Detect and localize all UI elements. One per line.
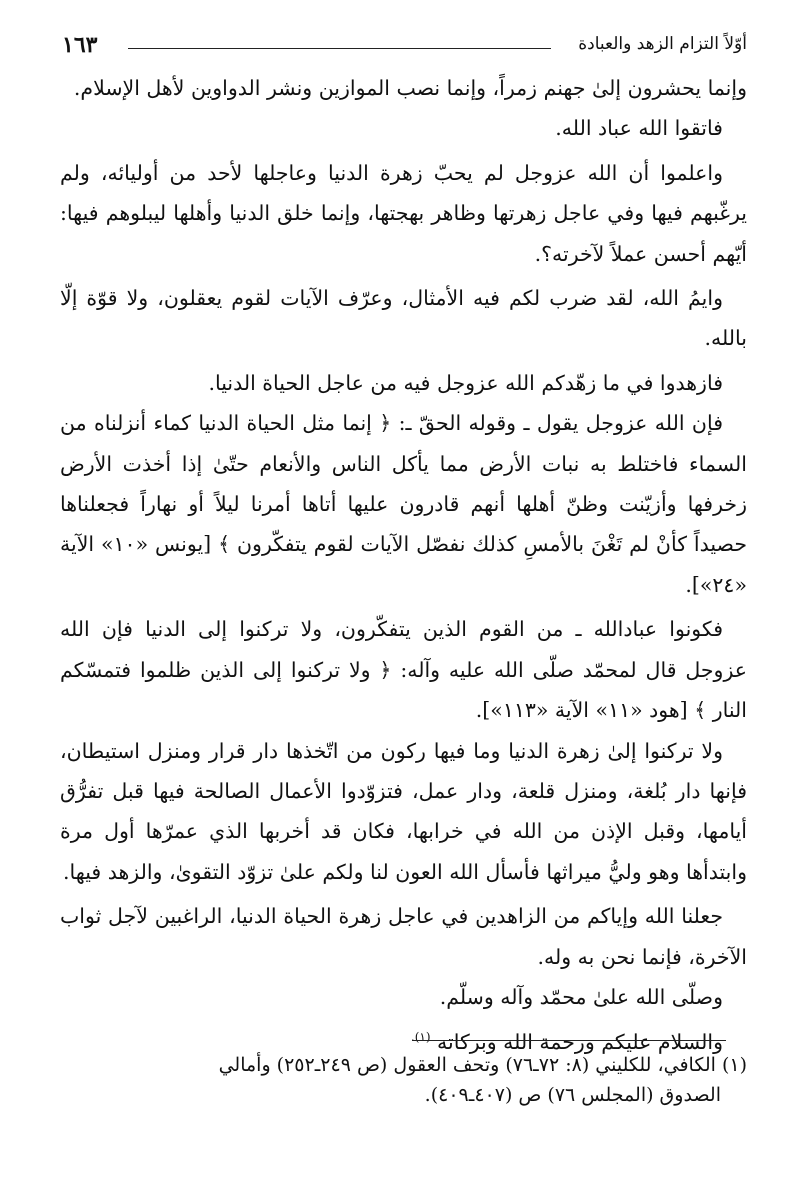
running-title: أوّلاً التزام الزهد والعبادة bbox=[578, 34, 747, 54]
main-text bbox=[60, 68, 747, 1063]
paragraph-1: وإنما يحشرون إلىٰ جهنم زمراً، وإنما نصب الموازين ونشر الدواوين لأهل الإسلام. bbox=[73, 76, 747, 100]
page-number: ١٦٣ bbox=[62, 32, 98, 58]
paragraph-8: ولا تركنوا إلىٰ زهرة الدنيا وما فيها ركون من اتّخذها دار قرار ومنزل استيطان، فإنها دار بُلغة، ومنزل قلعة، ودار عمل، فتزوّدوا الأعمال الصالحة فيها قبل تفرُّق أيامها، وقبل الإذن من الله في خرابها، فكان قد أخربها الذي عمرّها أول مرة وابتدأها وهو وليُّ ميراثها فأسأل الله العون لنا ولكم علىٰ تزوّد التقوىٰ، والزهد فيها. bbox=[60, 738, 747, 884]
footnote-rule bbox=[412, 1040, 726, 1041]
closing-salutation: والسلام عليكم ورحمة الله وبركاته bbox=[437, 1030, 723, 1055]
paragraph-6: فإن الله عزوجل يقول ـ وقوله الحقّ ـ: ﴿ إنما مثل الحياة الدنيا كماء أنزلناه من السماء فاختلط به نبات الأرض مما يأكل الناس والأنعام حتّىٰ إذا أخذت الأرض زخرفها وأزيّنت وظنّ أهلها أنهم قادرون عليها أتاها أمرنا ليلاً أو نهاراً فجعلناها حصيداً كأنْ لم تَغْنَ بالأمسِ كذلك نفصّل الآيات لقوم يتفكّرون ﴾ [يونس «١٠» الآية «٢٤»]. bbox=[60, 411, 747, 597]
paragraph-9: جعلنا الله وإياكم من الزاهدين في عاجل زهرة الحياة الدنيا، الراغبين لآجل ثواب الآخرة، فإنما نحن به وله. bbox=[60, 904, 747, 969]
footnotes bbox=[60, 1050, 747, 1110]
paragraph-3: واعلموا أن الله عزوجل لم يحبّ زهرة الدنيا وعاجلها لأحد من أوليائه، ولم يرغّبهم فيها وفي عاجل زهرتها وظاهر بهجتها، وإنما خلق الدنيا وأهلها ليبلوهم فيها: أيّهم أحسن عملاً لآخرته؟. bbox=[60, 160, 747, 266]
paragraph-7: فكونوا عبادالله ـ من القوم الذين يتفكّرون، ولا تركنوا إلى الدنيا فإن الله عزوجل قال لمحمّد صلّى الله عليه وآله: ﴿ ولا تركنوا إلى الذين ظلموا فتمسّكم النار ﴾ [هود «١١» الآية «١١٣»]. bbox=[60, 617, 747, 723]
paragraph-4: وايمُ الله، لقد ضرب لكم فيه الأمثال، وعرّف الآيات لقوم يعقلون، ولا قوّة إلّا بالله. bbox=[60, 286, 747, 351]
paragraph-10: وصلّى الله علىٰ محمّد وآله وسلّم. bbox=[439, 984, 723, 1009]
page-header bbox=[62, 32, 747, 62]
footnote-1-line-2: الصدوق (المجلس ٧٦) ص (٤٠٧ـ٤٠٩). bbox=[424, 1084, 721, 1106]
paragraph-2: فاتقوا الله عباد الله. bbox=[555, 116, 723, 141]
footnote-marker: (١). bbox=[410, 1030, 431, 1045]
header-rule bbox=[128, 48, 551, 49]
footnote-1-line-1: (١) الكافي، للكليني (٨: ٧٢ـ٧٦) وتحف العقول (ص ٢٤٩ـ٢٥٢) وأمالي bbox=[218, 1054, 747, 1076]
paragraph-5: فازهدوا في ما زهّدكم الله عزوجل فيه من عاجل الحياة الدنيا. bbox=[208, 370, 723, 395]
